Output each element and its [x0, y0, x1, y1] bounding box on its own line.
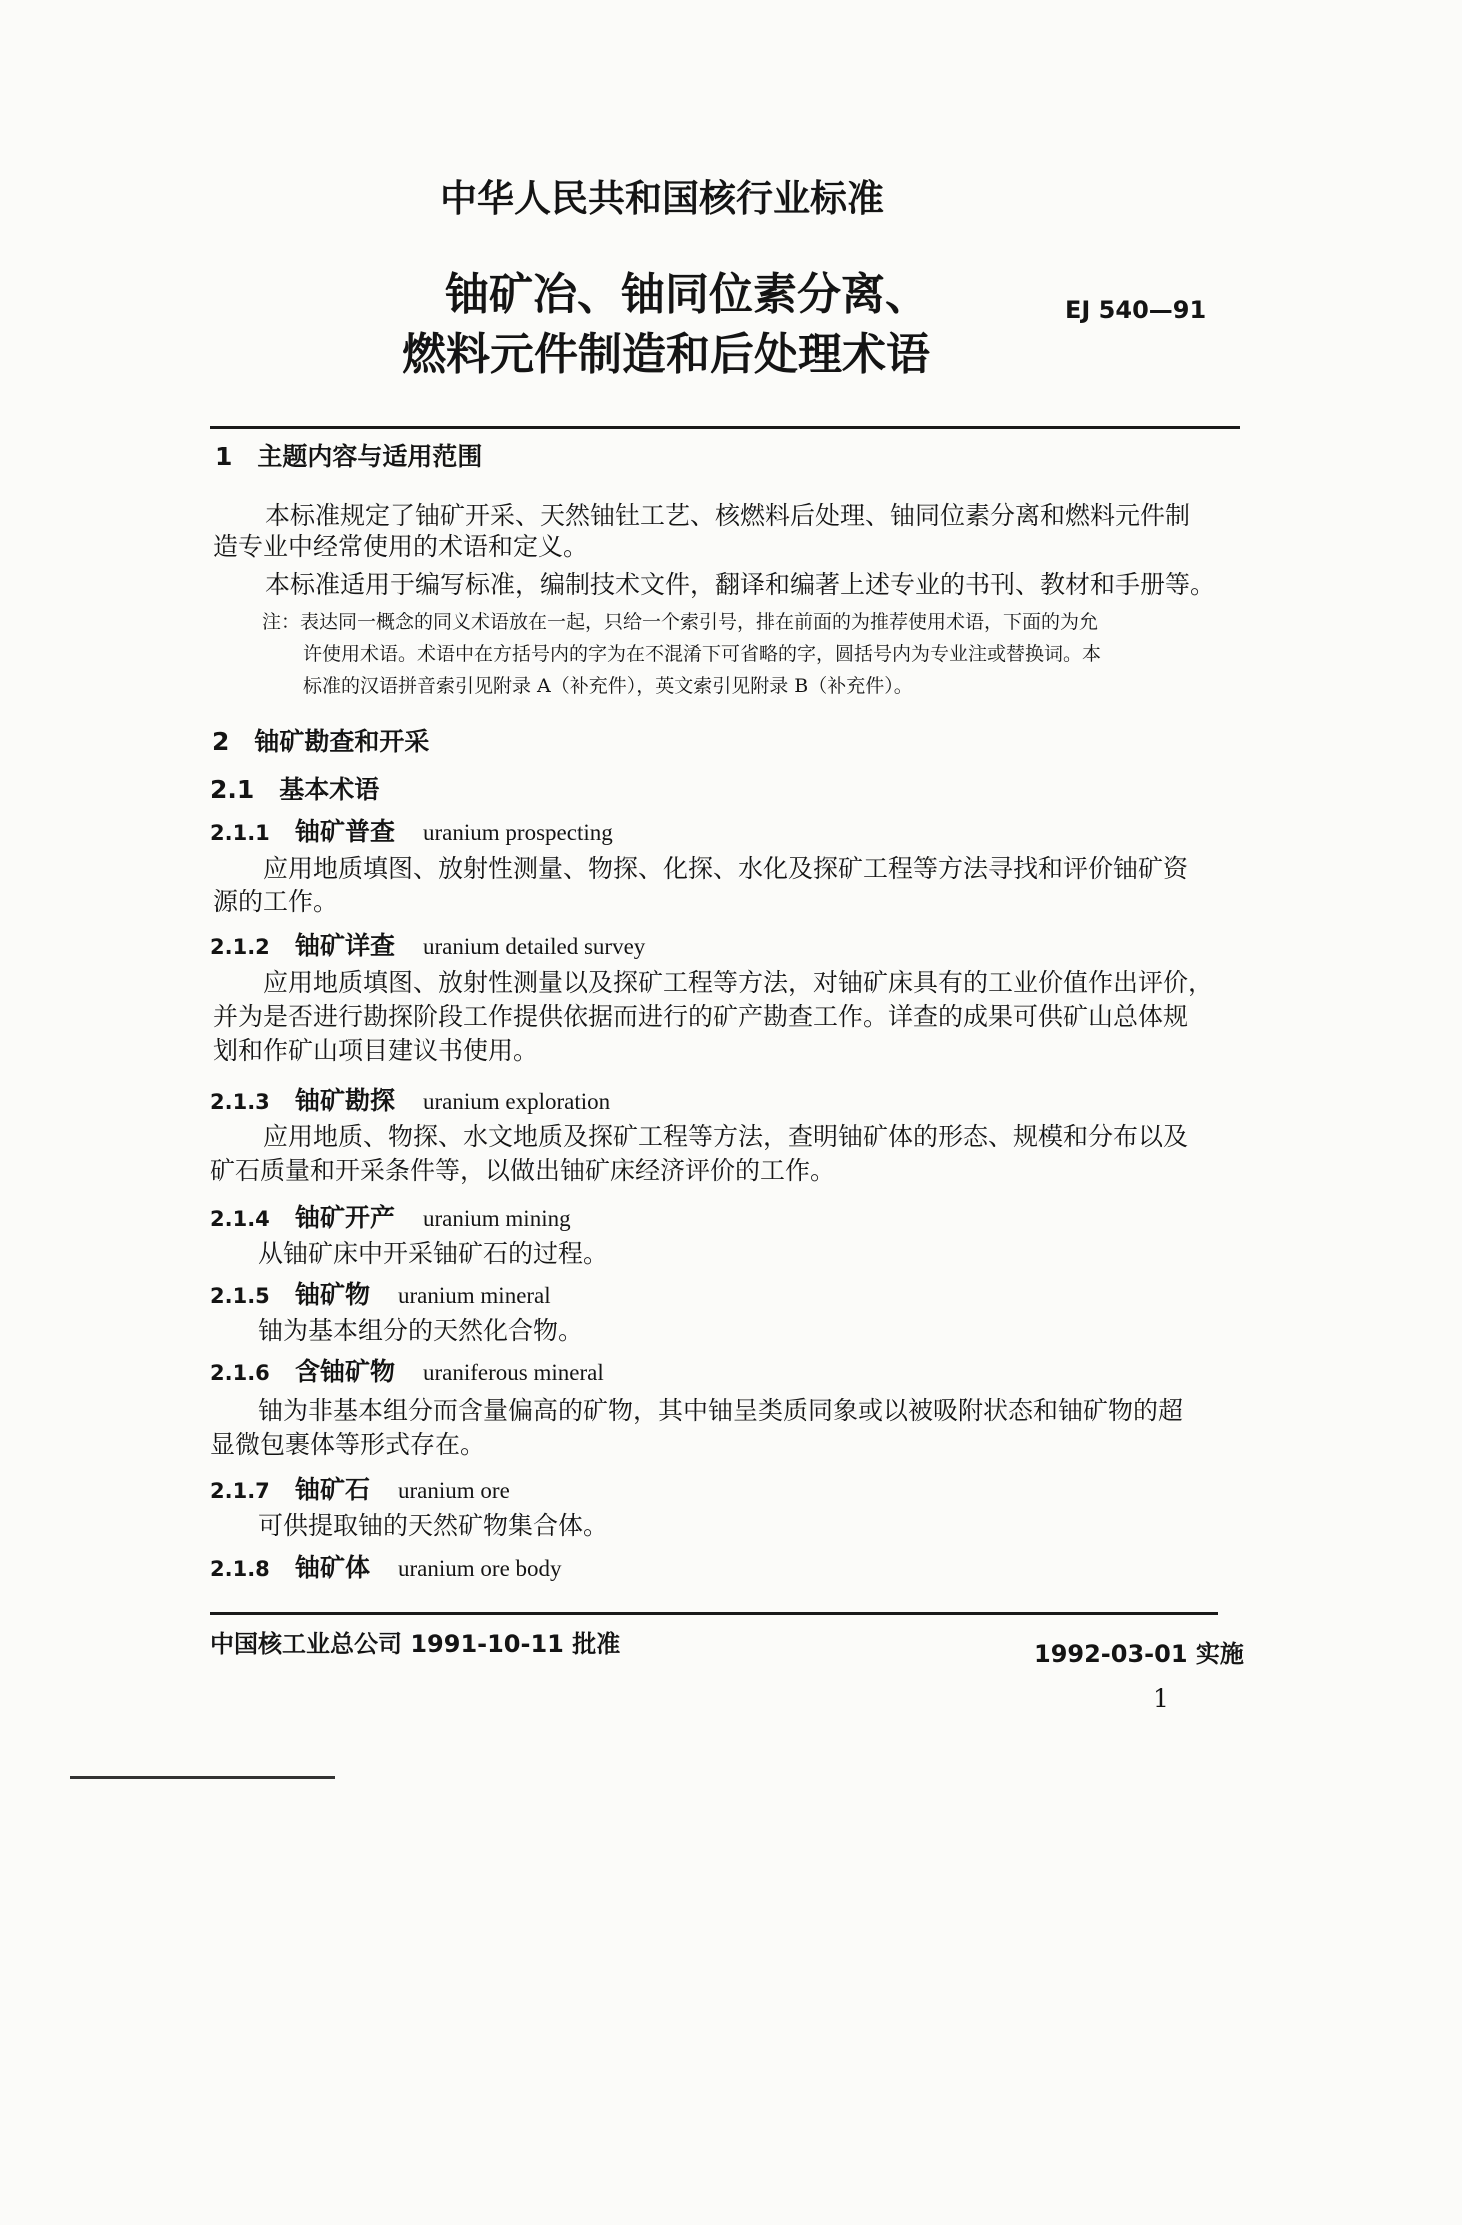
term-chinese: 铀矿开产: [295, 1203, 396, 1232]
term-definition: 可供提取铀的天然矿物集合体。: [258, 1511, 609, 1540]
term-definition: 应用地质填图、放射性测量以及探矿工程等方法，对铀矿床具有的工业价值作出评价，: [263, 968, 1214, 997]
term-heading: [210, 1470, 510, 1506]
term-chinese: 铀矿普查: [295, 817, 396, 846]
section-2-heading: 2 铀矿勘查和开采: [212, 727, 430, 756]
term-heading: [210, 1081, 610, 1117]
term-english: uraniferous mineral: [423, 1360, 604, 1385]
term-english: uranium ore body: [398, 1556, 562, 1581]
doc-title-line1: 铀矿冶、铀同位素分离、: [445, 269, 929, 320]
term-chinese: 含铀矿物: [295, 1357, 396, 1386]
note-line2: 许使用术语。术语中在方括号内的字为在不混淆下可省略的字，圆括号内为专业注或替换词。本: [303, 643, 1102, 665]
note-line3: 标准的汉语拼音索引见附录 A（补充件），英文索引见附录 B（补充件）。: [303, 675, 913, 697]
note-line1: 注：表达同一概念的同义术语放在一起，只给一个索引号，排在前面的为推荐使用术语，下面的为允: [262, 611, 1099, 633]
subsection-2-1-heading: 2.1 基本术语: [210, 775, 380, 804]
term-definition: 矿石质量和开采条件等，以做出铀矿床经济评价的工作。: [210, 1156, 836, 1185]
term-english: uranium prospecting: [423, 820, 613, 845]
term-english: uranium exploration: [423, 1089, 611, 1114]
term-number: 2.1.4: [210, 1207, 270, 1231]
term-definition: 从铀矿床中开采铀矿石的过程。: [258, 1239, 609, 1268]
term-number: 2.1.5: [210, 1284, 270, 1308]
scan-artifact-line: [70, 1776, 335, 1779]
term-english: uranium mining: [423, 1206, 571, 1231]
term-number: 2.1.3: [210, 1090, 270, 1114]
scope-para-1-line2: 造专业中经常使用的术语和定义。: [213, 532, 589, 561]
scope-para-2: 本标准适用于编写标准，编制技术文件，翻译和编著上述专业的书刊、教材和手册等。: [265, 570, 1216, 599]
term-english: uranium detailed survey: [423, 934, 646, 959]
term-number: 2.1.6: [210, 1361, 270, 1385]
term-chinese: 铀矿详查: [295, 931, 396, 960]
page-number: 1: [1153, 1684, 1169, 1713]
scope-para-1-line1: 本标准规定了铀矿开采、天然铀钍工艺、核燃料后处理、铀同位素分离和燃料元件制: [265, 501, 1191, 530]
top-rule: [210, 426, 1240, 429]
term-chinese: 铀矿物: [295, 1280, 371, 1309]
term-chinese: 铀矿勘探: [295, 1086, 396, 1115]
org-title: 中华人民共和国核行业标准: [440, 177, 884, 220]
section-1-heading: 1 主题内容与适用范围: [215, 442, 483, 471]
term-number: 2.1.1: [210, 821, 270, 845]
approval-line: 中国核工业总公司 1991-10-11 批准: [210, 1630, 621, 1658]
term-definition: 源的工作。: [213, 887, 339, 916]
doc-title-line2: 燃料元件制造和后处理术语: [402, 329, 930, 380]
standard-code: EJ 540—91: [1065, 296, 1207, 324]
term-heading: [210, 812, 613, 848]
term-definition: 并为是否进行勘探阶段工作提供依据而进行的矿产勘查工作。详查的成果可供矿山总体规: [213, 1002, 1189, 1031]
term-heading: [210, 1548, 562, 1584]
term-number: 2.1.8: [210, 1557, 270, 1581]
term-definition: 铀为基本组分的天然化合物。: [258, 1316, 584, 1345]
term-definition: 显微包裹体等形式存在。: [210, 1430, 486, 1459]
term-chinese: 铀矿石: [295, 1475, 371, 1504]
term-number: 2.1.7: [210, 1479, 270, 1503]
term-heading: [210, 926, 645, 962]
term-chinese: 铀矿体: [295, 1553, 371, 1582]
term-heading: [210, 1198, 571, 1234]
term-definition: 应用地质、物探、水文地质及探矿工程等方法，查明铀矿体的形态、规模和分布以及: [263, 1122, 1189, 1151]
term-definition: 铀为非基本组分而含量偏高的矿物，其中铀呈类质同象或以被吸附状态和铀矿物的超: [258, 1396, 1184, 1425]
term-definition: 应用地质填图、放射性测量、物探、化探、水化及探矿工程等方法寻找和评价铀矿资: [263, 854, 1189, 883]
effective-date: 1992-03-01 实施: [1034, 1640, 1244, 1668]
term-number: 2.1.2: [210, 935, 270, 959]
term-heading: [210, 1275, 551, 1311]
footer-rule: [210, 1612, 1218, 1615]
term-heading: [210, 1352, 604, 1388]
term-english: uranium mineral: [398, 1283, 551, 1308]
term-english: uranium ore: [398, 1478, 510, 1503]
term-definition: 划和作矿山项目建议书使用。: [213, 1036, 539, 1065]
